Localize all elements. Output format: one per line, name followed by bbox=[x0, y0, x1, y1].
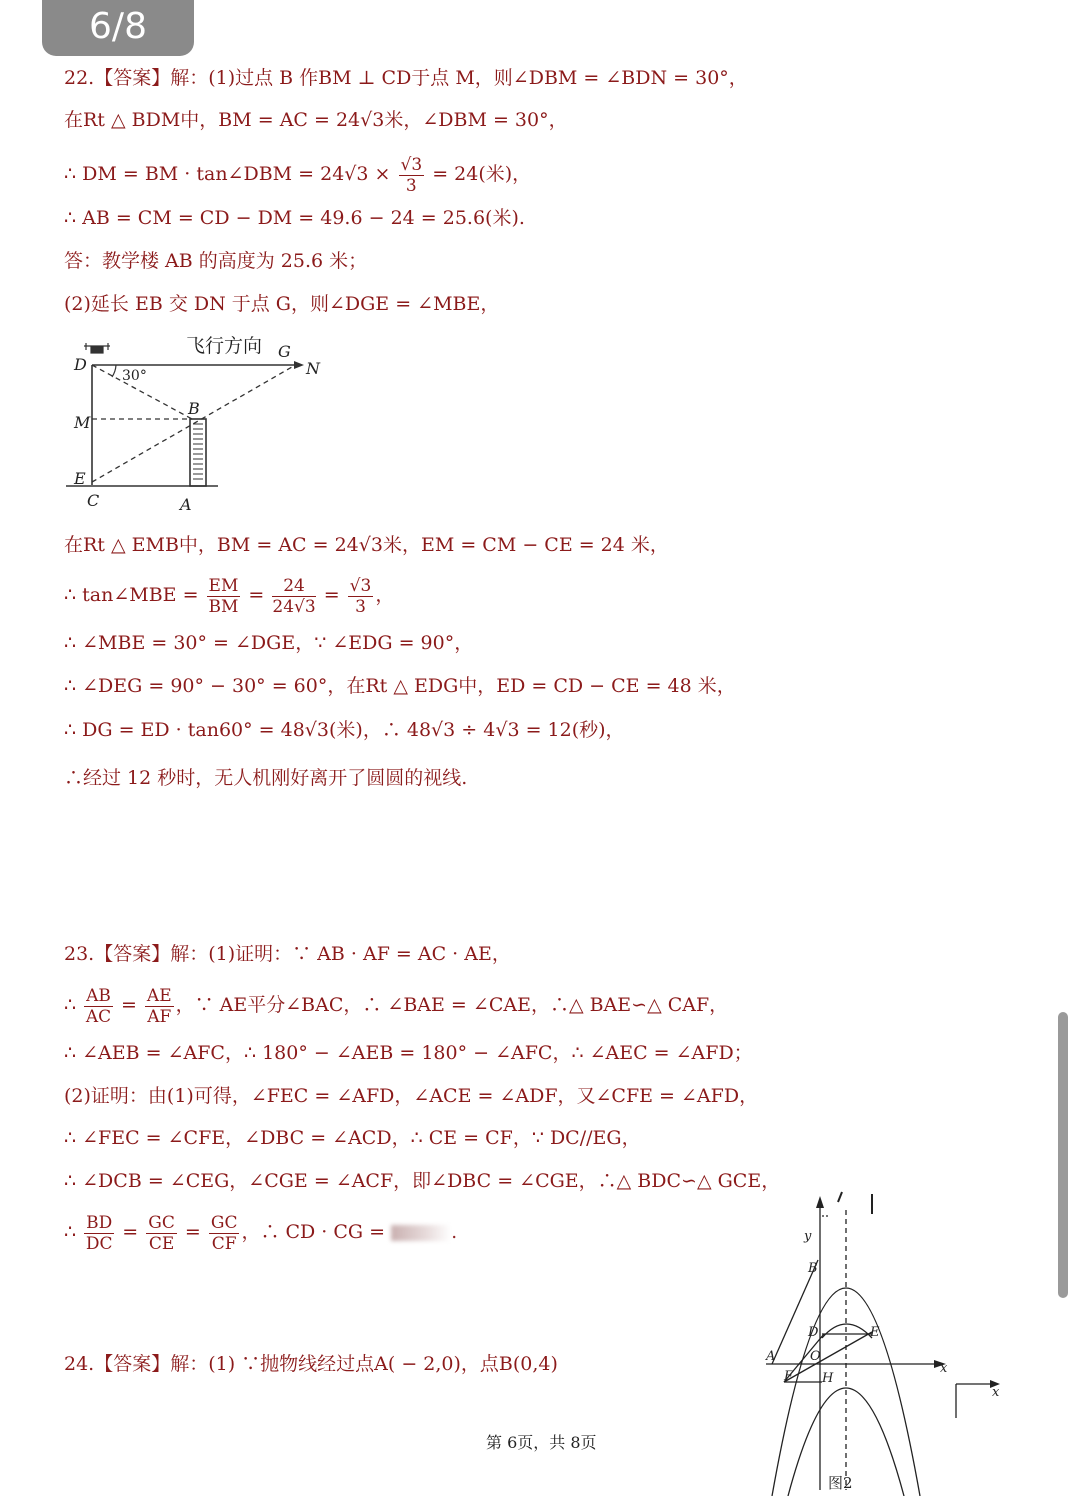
label-b: B bbox=[808, 1261, 818, 1276]
q22-line-7: 在Rt △ EMB中，BM = AC = 24√3米，EM = CM − CE = 24 米， bbox=[64, 534, 669, 556]
label-d: D bbox=[74, 355, 87, 374]
q22-line-2: 在Rt △ BDM中，BM = AC = 24√3米，∠DBM = 30°， bbox=[64, 109, 568, 131]
q22-line-12: ∴经过 12 秒时，无人机刚好离开了圆圆的视线. bbox=[64, 767, 468, 789]
q22-line-8b: ， bbox=[375, 584, 395, 606]
arrow-icon bbox=[294, 361, 304, 369]
q22-line-6: (2)延长 EB 交 DN 于点 G，则∠DGE = ∠MBE， bbox=[64, 293, 500, 315]
label-h: H bbox=[822, 1371, 834, 1386]
page-indicator: 6/8 bbox=[42, 0, 194, 56]
q23-line-5: ∴ ∠FEC = ∠CFE，∠DBC = ∠ACD，∴ CE = CF，∵ DC//EG， bbox=[64, 1127, 641, 1149]
q23-line-6: ∴ ∠DCB = ∠CEG，∠CGE = ∠ACF，即∠DBC = ∠CGE，∴△ BDC∽△ GCE， bbox=[64, 1170, 781, 1192]
drone-geometry-diagram bbox=[62, 332, 332, 518]
label-y: y bbox=[804, 1229, 812, 1244]
label-x2: x bbox=[992, 1385, 1000, 1400]
q23-line-7b: ，∴ CD · CG = bbox=[241, 1221, 392, 1243]
fraction bbox=[272, 576, 315, 617]
fraction-denominator: CE bbox=[148, 1233, 175, 1254]
q22-line-8a: ∴ tan∠MBE = bbox=[64, 584, 205, 606]
fraction-numerator: GC bbox=[210, 1212, 238, 1233]
fraction-numerator: GC bbox=[148, 1212, 175, 1233]
q22-line-9: ∴ ∠MBE = 30° = ∠DGE，∵ ∠EDG = 90°， bbox=[64, 632, 474, 654]
label-e: E bbox=[870, 1325, 880, 1340]
label-g: G bbox=[278, 342, 291, 361]
fraction-denominator: 3 bbox=[405, 175, 417, 196]
fraction bbox=[209, 1213, 240, 1254]
drone-icon bbox=[84, 343, 110, 353]
fraction-numerator: EM bbox=[208, 575, 239, 596]
y-arrow-icon bbox=[816, 1196, 824, 1208]
fraction-numerator: AB bbox=[86, 985, 111, 1006]
q22-line-1: 22.【答案】解：(1)过点 B 作BM ⊥ CD于点 M，则∠DBM = ∠BDN = 30°， bbox=[64, 67, 748, 89]
fraction bbox=[145, 986, 174, 1027]
fraction-denominator: AC bbox=[85, 1006, 112, 1027]
fraction-denominator: DC bbox=[85, 1233, 113, 1254]
q23-line-1: 23.【答案】解：(1)证明：∵ AB · AF = AC · AE， bbox=[64, 943, 511, 965]
page-footer: 第 6页，共 8页 bbox=[486, 1433, 597, 1452]
fraction bbox=[84, 986, 113, 1027]
scrollbar[interactable] bbox=[1058, 1012, 1068, 1298]
fraction-denominator: 24√3 bbox=[272, 596, 316, 617]
label-e: E bbox=[74, 469, 86, 488]
q22-line-3b: = 24(米)， bbox=[426, 163, 532, 185]
label-flight-direction: 飞行方向 bbox=[186, 335, 263, 357]
q23-line-4: (2)证明：由(1)可得，∠FEC = ∠AFD，∠ACE = ∠ADF，又∠CFE = ∠AFD， bbox=[64, 1085, 759, 1107]
parabola-figure bbox=[760, 1190, 1010, 1496]
fraction-denominator: CF bbox=[211, 1233, 237, 1254]
label-n: N bbox=[306, 359, 320, 378]
fraction-numerator: √3 bbox=[400, 154, 423, 175]
fraction-denominator: AF bbox=[147, 1006, 172, 1027]
label-d: D bbox=[808, 1325, 819, 1340]
label-c: C bbox=[87, 491, 100, 510]
q23-line-3: ∴ ∠AEB = ∠AFC，∴ 180° − ∠AEB = 180° − ∠AFC，∴ ∠AEC = ∠AFD； bbox=[64, 1042, 753, 1064]
fraction-numerator: 24 bbox=[272, 576, 315, 597]
label-m: M bbox=[74, 413, 91, 432]
label-a: A bbox=[766, 1349, 776, 1364]
fraction-numerator: AE bbox=[146, 985, 172, 1006]
fraction-numerator: √3 bbox=[349, 575, 372, 596]
q23-line-2: ∴ $\frac{AB}{AC}$ = $\frac{AE}{AF}$ ，∵ AE平分∠BAC，∴ ∠BAE = ∠CAE，∴△ BAE∽△ CAF， bbox=[64, 985, 729, 1027]
q22-line-3a: ∴ DM = BM · tan∠DBM = 24√3 × bbox=[64, 163, 397, 185]
figure-caption: 图2 bbox=[828, 1474, 853, 1492]
q22-line-4: ∴ AB = CM = CD − DM = 49.6 − 24 = 25.6(米). bbox=[64, 207, 525, 229]
fraction bbox=[146, 1213, 177, 1254]
fraction bbox=[399, 155, 425, 196]
fraction bbox=[84, 1213, 114, 1254]
q24-line-1: 24.【答案】解：(1) ∵抛物线经过点A( − 2,0)，点B(0,4) bbox=[64, 1353, 558, 1375]
fraction-denominator: BM bbox=[208, 596, 239, 617]
q22-line-5: 答：教学楼 AB 的高度为 25.6 米； bbox=[64, 250, 368, 272]
label-b: B bbox=[188, 399, 200, 418]
q23-line-7c: . bbox=[451, 1221, 458, 1243]
fraction-denominator: 3 bbox=[355, 596, 366, 617]
fraction-numerator: BD bbox=[86, 1212, 113, 1233]
q22-line-11: ∴ DG = ED · tan60° = 48√3(米)，∴ 48√3 ÷ 4√3 = 12(秒)， bbox=[64, 719, 625, 741]
therefore-symbol: ∴ bbox=[64, 994, 83, 1016]
q23-line-2b: ，∵ AE平分∠BAC，∴ ∠BAE = ∠CAE，∴△ BAE∽△ CAF， bbox=[175, 994, 729, 1016]
label-o: O bbox=[810, 1349, 821, 1364]
therefore-symbol: ∴ bbox=[64, 1221, 83, 1243]
label-a: A bbox=[180, 495, 192, 514]
q22-line-3 bbox=[64, 152, 531, 196]
label-f: F bbox=[784, 1369, 794, 1384]
q22-line-10: ∴ ∠DEG = 90° − 30° = 60°，在Rt △ EDG中，ED = CD − CE = 48 米， bbox=[64, 675, 736, 697]
q23-line-7: ∴ $\frac{BD}{DC}$ = $\frac{GC}{CE}$ = $\frac{GC}{CF}$ ，∴ CD · CG = . bbox=[64, 1212, 458, 1254]
label-30-degree: 30° bbox=[122, 368, 147, 384]
fraction bbox=[348, 576, 374, 617]
q22-line-8: ∴ tan∠MBE = $\frac{EM}{BM}$ = $\frac{24}{24√3}$ = $\frac{√3}{3}$ ， bbox=[64, 575, 395, 617]
angle-arc bbox=[112, 365, 116, 377]
label-x: x bbox=[940, 1361, 948, 1376]
line-eg bbox=[92, 367, 292, 482]
fraction bbox=[207, 576, 241, 617]
blurred-answer bbox=[391, 1225, 451, 1241]
